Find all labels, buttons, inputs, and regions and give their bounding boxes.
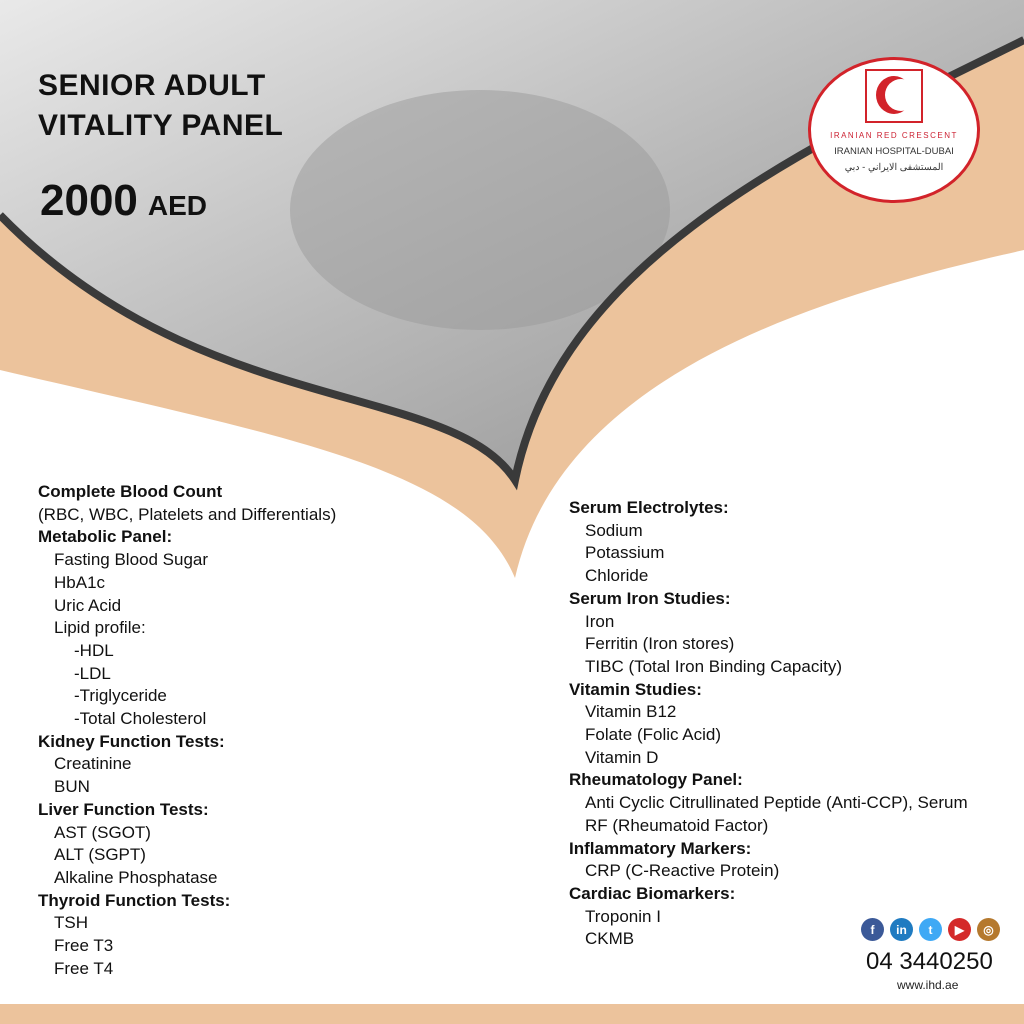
logo-name: IRANIAN HOSPITAL-DUBAI [834, 146, 954, 157]
test-item: ALT (SGPT) [54, 845, 146, 865]
test-item: CRP (C-Reactive Protein) [585, 861, 780, 881]
section-heading: Kidney Function Tests: [38, 731, 225, 751]
title-line-1: SENIOR ADULT [38, 69, 266, 102]
section-heading: Rheumatology Panel: [569, 770, 743, 790]
test-item: RF (Rheumatoid Factor) [585, 815, 769, 835]
section-heading: Metabolic Panel: [38, 527, 173, 547]
test-item: TSH [54, 913, 88, 933]
test-item: TIBC (Total Iron Binding Capacity) [585, 656, 842, 676]
test-item: Ferritin (Iron stores) [585, 634, 735, 654]
title-line-2: VITALITY PANEL [38, 109, 284, 142]
test-item: Potassium [585, 543, 665, 563]
test-item: Lipid profile: [54, 618, 146, 638]
test-item: -LDL [74, 663, 111, 683]
test-item: Folate (Folic Acid) [585, 725, 722, 745]
youtube-icon[interactable]: ▶ [948, 918, 971, 941]
test-item: Chloride [585, 566, 649, 586]
test-list-right [569, 497, 968, 951]
facebook-icon[interactable]: f [861, 918, 884, 941]
test-item: Creatinine [54, 754, 132, 774]
section-heading: Inflammatory Markers: [569, 838, 752, 858]
phone-number[interactable]: 04 3440250 [866, 948, 993, 975]
test-item: Sodium [585, 520, 643, 540]
test-item: -Total Cholesterol [74, 709, 207, 729]
twitter-icon[interactable]: t [919, 918, 942, 941]
test-item: Fasting Blood Sugar [54, 550, 209, 570]
test-item: Vitamin D [585, 747, 659, 767]
logo-org: IRANIAN RED CRESCENT [830, 131, 958, 140]
test-item: -HDL [74, 640, 114, 660]
price [40, 176, 207, 226]
test-item: Troponin I [585, 906, 661, 926]
section-heading: Cardiac Biomarkers: [569, 883, 736, 903]
test-item: AST (SGOT) [54, 822, 151, 842]
linkedin-icon[interactable]: in [890, 918, 913, 941]
section-heading: Liver Function Tests: [38, 799, 209, 819]
test-item: Free T4 [54, 958, 114, 978]
hospital-logo [808, 57, 980, 203]
test-item: Alkaline Phosphatase [54, 867, 218, 887]
test-item: Free T3 [54, 936, 114, 956]
price-amount: 2000 [40, 176, 138, 225]
test-item: Uric Acid [54, 595, 122, 615]
section-heading: Serum Electrolytes: [569, 498, 729, 517]
test-item: -Triglyceride [74, 686, 167, 706]
section-heading: Vitamin Studies: [569, 679, 702, 699]
test-item: BUN [54, 777, 90, 797]
section-heading: Thyroid Function Tests: [38, 890, 231, 910]
test-item: Anti Cyclic Citrullinated Peptide (Anti-CCP), Serum [585, 793, 968, 813]
panel-title [38, 66, 283, 146]
footer-strip [0, 1004, 1024, 1024]
test-item: Iron [585, 611, 615, 631]
logo-arabic: المستشفى الايراني - دبي [844, 162, 944, 173]
instagram-icon[interactable]: ◎ [977, 918, 1000, 941]
section-heading: Complete Blood Count [38, 482, 223, 501]
test-list-left [38, 481, 336, 980]
section-heading: Serum Iron Studies: [569, 588, 731, 608]
test-item: CKMB [585, 929, 635, 949]
price-currency: AED [147, 190, 208, 221]
red-crescent-icon [865, 69, 923, 123]
social-links [861, 918, 1000, 941]
test-item: (RBC, WBC, Platelets and Differentials) [38, 504, 337, 524]
website-link[interactable]: www.ihd.ae [897, 978, 959, 992]
test-item: Vitamin B12 [585, 702, 677, 722]
test-item: HbA1c [54, 572, 106, 592]
